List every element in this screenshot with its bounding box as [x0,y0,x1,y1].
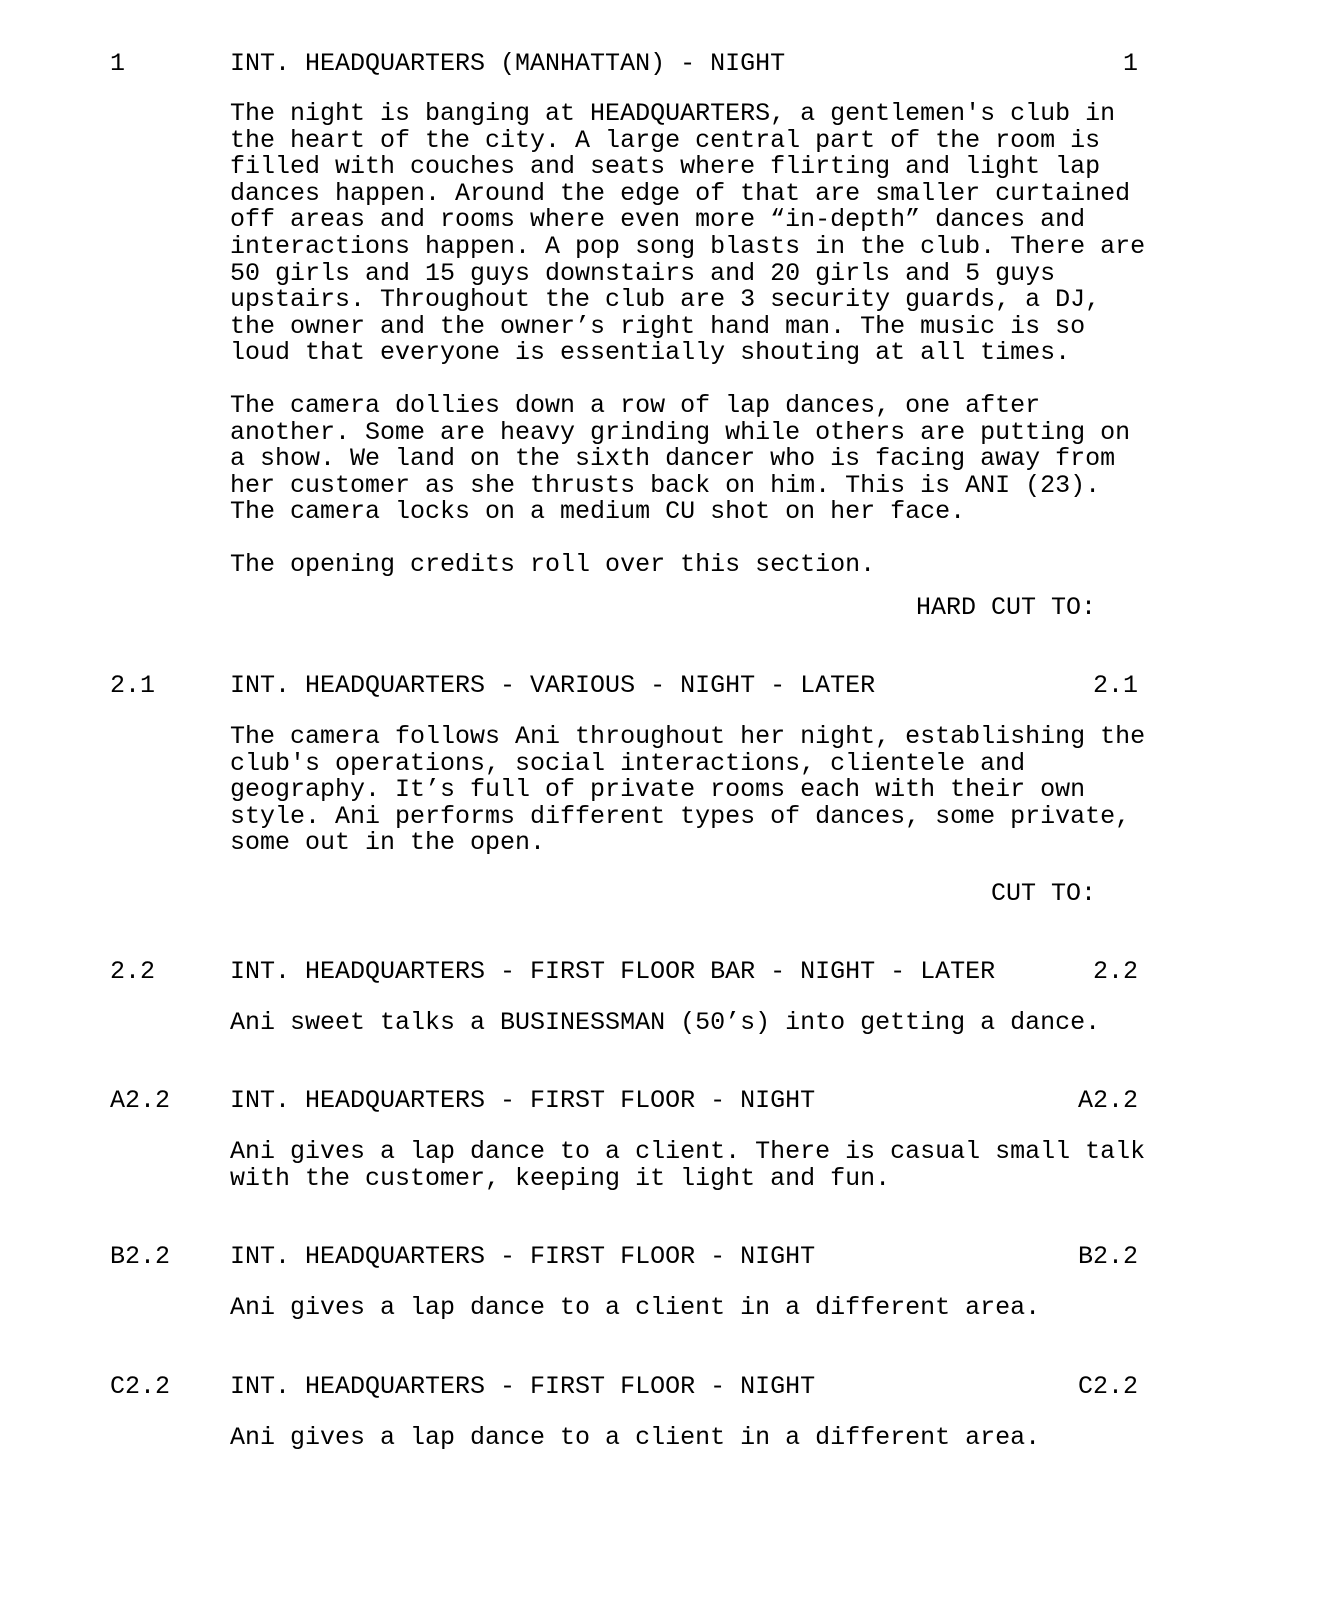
scene-1 [0,49,1338,622]
slugline: INT. HEADQUARTERS (MANHATTAN) - NIGHT [230,49,786,78]
scene-number-left: B2.2 [110,1242,171,1271]
slugline: INT. HEADQUARTERS - FIRST FLOOR BAR - NIGHT - LATER [230,957,996,986]
scene-number-right: 2.2 [1092,957,1138,986]
scene-heading [0,1243,1338,1270]
scene-a2-2 [0,1087,1338,1192]
scene-number-left: 1 [110,49,126,78]
slugline: INT. HEADQUARTERS - FIRST FLOOR - NIGHT [230,1242,816,1271]
scene-2-1 [0,671,1338,908]
action-paragraph: The opening credits roll over this section. [230,549,876,579]
scene-number-right: 2.1 [1092,671,1138,700]
scene-number-left: 2.1 [110,671,156,700]
scene-number-right: A2.2 [1077,1086,1138,1115]
slugline: INT. HEADQUARTERS - VARIOUS - NIGHT - LATER [230,671,876,700]
action-paragraph: Ani gives a lap dance to a client in a different area. [230,1423,1041,1452]
action-paragraph: Ani gives a lap dance to a client. There is casual small talk with the customer, keeping it light and fun. [230,1137,1146,1193]
scene-number-left: C2.2 [110,1372,171,1401]
scene-2-2 [0,958,1338,1037]
scene-heading [0,50,1338,77]
action-paragraph: The camera follows Ani throughout her night, establishing the club's operations, social interactions, clientele and geography. It’s full of private rooms each with their own style. Ani performs different types of dances, some private, some out in the open. [230,722,1146,858]
scene-number-right: C2.2 [1077,1372,1138,1401]
scene-heading [0,672,1338,699]
scene-number-right: 1 [1122,49,1138,78]
scene-heading [0,958,1338,985]
slugline: INT. HEADQUARTERS - FIRST FLOOR - NIGHT [230,1372,816,1401]
scene-b2-2 [0,1243,1338,1322]
scene-number-right: B2.2 [1077,1242,1138,1271]
scene-number-left: A2.2 [110,1086,171,1115]
transition: CUT TO: [990,879,1096,908]
scene-c2-2 [0,1373,1338,1452]
action-paragraph: The camera dollies down a row of lap dances, one after another. Some are heavy grinding while others are putting on a show. We land on the sixth dancer who is facing away from her customer as she thrusts back on him. This is ANI (23). The camera locks on a medium CU shot on her face. [230,390,1131,527]
transition: HARD CUT TO: [915,593,1096,622]
action-paragraph: Ani gives a lap dance to a client in a different area. [230,1293,1041,1322]
scene-heading [0,1373,1338,1400]
scene-number-left: 2.2 [110,957,156,986]
slugline: INT. HEADQUARTERS - FIRST FLOOR - NIGHT [230,1086,816,1115]
action-paragraph: Ani sweet talks a BUSINESSMAN (50’s) into getting a dance. [230,1008,1101,1037]
action-paragraph: The night is banging at HEADQUARTERS, a gentlemen's club in the heart of the city. A large central part of the room is filled with couches and seats where flirting and light lap dances happen. Around the edge of that are smaller curtained off areas and rooms where even more “in-depth” dances and interactions happen. A pop song blasts in the club. There are 50 girls and 15 guys downstairs and 20 girls and 5 guys upstairs. Throughout the club are 3 security guards, a DJ, the owner and the owner’s right hand man. The music is so loud that everyone is essentially shouting at all times. [230,99,1146,368]
scene-heading [0,1087,1338,1114]
